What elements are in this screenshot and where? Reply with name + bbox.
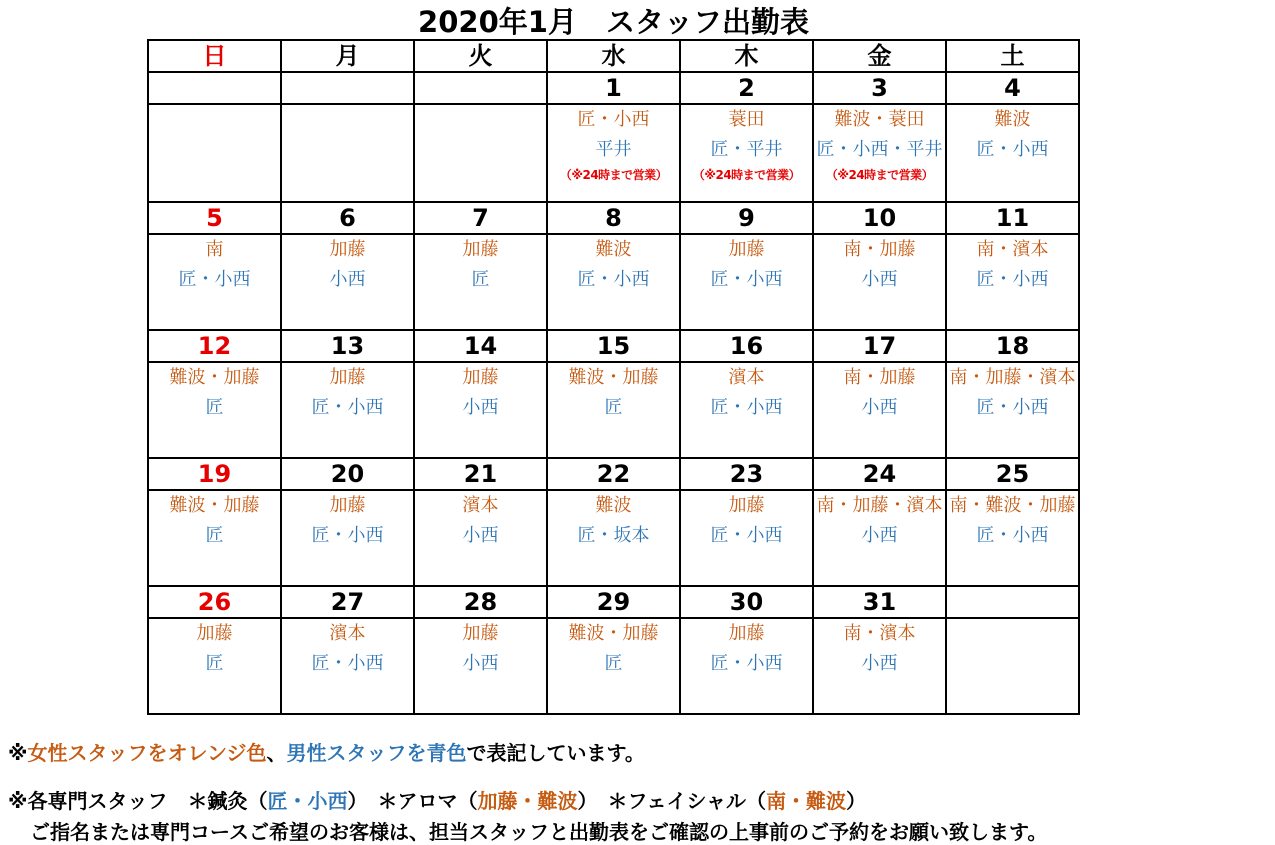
day-staff-cell [148,104,281,202]
day-staff-cell [813,362,946,458]
female-staff: 匠・小西 [577,109,650,130]
male-staff: 小西 [462,397,499,418]
male-staff: 匠・平井 [710,139,783,160]
date-row [148,330,1079,362]
day-staff-cell [414,362,547,458]
day-staff-cell [414,104,547,202]
legend-suffix: で表記しています。 [466,741,645,765]
female-staff: 加藤 [329,367,366,388]
date-number: 15 [547,330,680,362]
weekday-thu: 木 [680,40,813,72]
female-staff: 加藤 [728,239,765,260]
male-staff: 匠・小西 [178,269,251,290]
legend-female: 女性スタッフをオレンジ色 [27,741,267,765]
date-number: 27 [281,586,414,618]
day-staff-cell [281,234,414,330]
date-number: 28 [414,586,547,618]
male-staff: 匠 [604,653,623,674]
day-staff-cell [680,490,813,586]
weekday-wed: 水 [547,40,680,72]
date-row [148,202,1079,234]
date-number: 21 [414,458,547,490]
date-number: 12 [148,330,281,362]
female-staff: 加藤 [728,623,765,644]
legend-line [8,737,645,766]
day-staff-cell [680,362,813,458]
legend-prefix: ※ [8,741,28,765]
day-staff-cell [148,362,281,458]
day-staff-cell [281,490,414,586]
day-staff-cell [281,618,414,714]
female-staff: 濱本 [329,623,366,644]
female-staff: 南・難波・加藤 [949,495,1076,516]
male-staff: 匠・小西 [976,139,1049,160]
date-number: 25 [946,458,1079,490]
female-staff: 南・濱本 [843,623,916,644]
female-staff: 加藤 [728,495,765,516]
date-number: 10 [813,202,946,234]
day-staff-cell [281,362,414,458]
day-staff-cell [547,104,680,202]
female-staff: 濱本 [462,495,499,516]
male-staff: 匠・小西 [311,525,384,546]
specialists-facial: 南・難波 [766,789,847,813]
weekday-fri: 金 [813,40,946,72]
specialists-line [8,785,866,814]
male-staff: 小西 [329,269,366,290]
date-number: 17 [813,330,946,362]
date-number: 20 [281,458,414,490]
male-staff: 小西 [861,653,898,674]
female-staff: 加藤 [196,623,233,644]
day-staff-cell [680,618,813,714]
page-title: 2020年1月 スタッフ出勤表 [418,5,809,39]
date-number: 2 [680,72,813,104]
female-staff: 加藤 [462,623,499,644]
male-staff: 匠・小西 [976,397,1049,418]
day-staff-cell [281,104,414,202]
day-staff-cell [680,104,813,202]
date-number: 26 [148,586,281,618]
female-staff: 難波・蓑田 [834,109,925,130]
day-staff-cell [946,234,1079,330]
day-staff-cell [813,104,946,202]
male-staff [947,649,1078,679]
specialists-aroma: 加藤・難波 [477,789,578,813]
weekday-sun: 日 [148,40,281,72]
calendar-table [147,39,1080,715]
staff-row [148,104,1079,202]
date-row [148,72,1079,104]
date-number: 14 [414,330,547,362]
female-staff: 加藤 [329,239,366,260]
female-staff [415,105,546,135]
female-staff: 南・濱本 [976,239,1049,260]
day-staff-cell [680,234,813,330]
specialists-label: ※各専門スタッフ ＊鍼灸（ [8,789,268,813]
male-staff: 匠・小西 [311,653,384,674]
male-staff [415,135,546,165]
date-number: 16 [680,330,813,362]
day-staff-cell [547,618,680,714]
female-staff: 南 [205,239,224,260]
notice-text: ご指名または専門コースご希望のお客様は、担当スタッフと出勤表をご確認の上事前のご予約をお願い致します。 [30,820,1048,844]
female-staff: 加藤 [462,367,499,388]
male-staff: 匠・小西 [976,269,1049,290]
day-staff-cell [946,618,1079,714]
date-row [148,586,1079,618]
day-staff-cell [148,234,281,330]
legend-sep: 、 [266,741,287,765]
day-staff-cell [813,490,946,586]
female-staff [149,105,280,135]
female-staff: 難波・加藤 [568,623,659,644]
date-number: 11 [946,202,1079,234]
day-staff-cell [946,104,1079,202]
staff-row [148,490,1079,586]
male-staff: 匠 [471,269,490,290]
male-staff: 匠・小西 [976,525,1049,546]
day-staff-cell [547,490,680,586]
female-staff: 難波 [994,109,1031,130]
weekday-header-row [148,40,1079,72]
specialists-aroma-label: ） ＊アロマ（ [347,789,478,813]
male-staff: 匠 [205,397,224,418]
date-number: 22 [547,458,680,490]
weekday-sat: 土 [946,40,1079,72]
male-staff: 匠・小西・平井 [816,139,943,160]
day-staff-cell [946,490,1079,586]
hours-note: （※24時まで営業） [825,168,934,182]
day-staff-cell [414,490,547,586]
male-staff: 匠・小西 [311,397,384,418]
male-staff: 小西 [462,525,499,546]
day-staff-cell [148,490,281,586]
staff-row [148,618,1079,714]
female-staff: 濱本 [728,367,765,388]
female-staff: 加藤 [329,495,366,516]
male-staff: 匠・小西 [710,269,783,290]
male-staff: 小西 [861,269,898,290]
date-number: 5 [148,202,281,234]
date-number [946,586,1079,618]
male-staff [149,135,280,165]
male-staff: 匠・坂本 [577,525,650,546]
date-number: 6 [281,202,414,234]
date-number: 24 [813,458,946,490]
date-number: 30 [680,586,813,618]
male-staff: 平井 [595,139,632,160]
date-number: 23 [680,458,813,490]
date-number [281,72,414,104]
day-staff-cell [813,618,946,714]
hours-note: （※24時まで営業） [559,168,668,182]
date-number: 9 [680,202,813,234]
female-staff: 難波・加藤 [169,495,260,516]
female-staff: 南・加藤・濱本 [949,367,1076,388]
weekday-tue: 火 [414,40,547,72]
male-staff: 小西 [462,653,499,674]
date-number: 18 [946,330,1079,362]
specialists-facial-label: ） ＊フェイシャル（ [577,789,767,813]
male-staff: 小西 [861,397,898,418]
male-staff: 匠 [604,397,623,418]
female-staff: 加藤 [462,239,499,260]
male-staff [282,135,413,165]
day-staff-cell [414,618,547,714]
female-staff: 蓑田 [728,109,765,130]
day-staff-cell [547,362,680,458]
male-staff: 小西 [861,525,898,546]
female-staff: 難波・加藤 [568,367,659,388]
date-number: 1 [547,72,680,104]
date-number: 31 [813,586,946,618]
hours-note: （※24時まで営業） [692,168,801,182]
date-number [414,72,547,104]
male-staff: 匠 [205,525,224,546]
date-number: 7 [414,202,547,234]
legend-male: 男性スタッフを青色 [286,741,467,765]
date-number: 13 [281,330,414,362]
day-staff-cell [414,234,547,330]
staff-row [148,234,1079,330]
female-staff [947,619,1078,649]
female-staff: 南・加藤 [843,239,916,260]
female-staff: 難波 [595,239,632,260]
weekday-mon: 月 [281,40,414,72]
day-staff-cell [148,618,281,714]
day-staff-cell [946,362,1079,458]
staff-row [148,362,1079,458]
male-staff: 匠 [205,653,224,674]
specialists-close: ） [846,789,867,813]
date-number: 4 [946,72,1079,104]
male-staff: 匠・小西 [710,653,783,674]
female-staff: 南・加藤・濱本 [816,495,943,516]
day-staff-cell [813,234,946,330]
date-number [148,72,281,104]
male-staff: 匠・小西 [710,525,783,546]
date-number: 8 [547,202,680,234]
female-staff [282,105,413,135]
male-staff: 匠・小西 [577,269,650,290]
female-staff: 南・加藤 [843,367,916,388]
female-staff: 難波 [595,495,632,516]
female-staff: 難波・加藤 [169,367,260,388]
day-staff-cell [547,234,680,330]
date-number: 3 [813,72,946,104]
date-number: 19 [148,458,281,490]
date-row [148,458,1079,490]
male-staff: 匠・小西 [710,397,783,418]
date-number: 29 [547,586,680,618]
specialists-acupuncture: 匠・小西 [267,789,348,813]
